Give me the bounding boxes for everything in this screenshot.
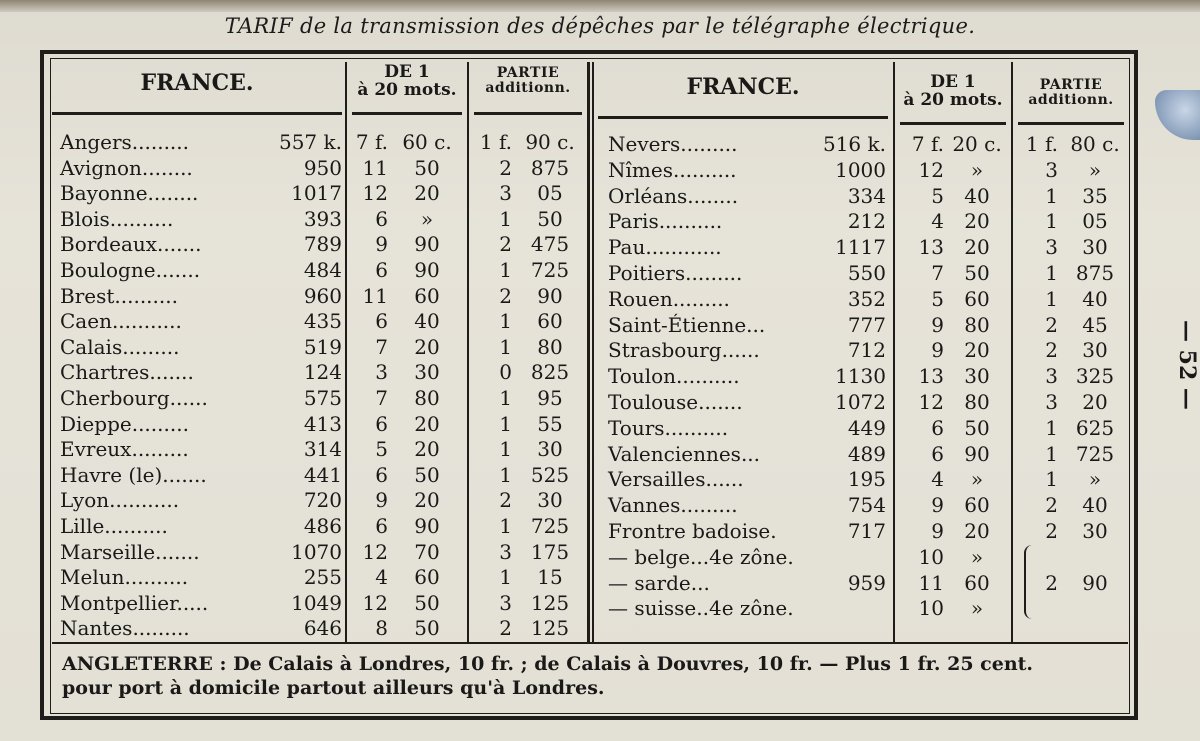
extra-centimes-cell: 05 — [1082, 209, 1108, 234]
francs-cell: 6 — [375, 309, 388, 334]
col-header-de1-left — [350, 64, 464, 100]
francs-cell: 12 — [362, 181, 388, 206]
centimes-cell: 40 — [964, 183, 990, 208]
extra-centimes-cell: 30 — [1082, 235, 1108, 260]
city-cell: Caen........... — [60, 309, 182, 334]
table-row — [0, 467, 1200, 493]
francs-cell: 5 — [375, 437, 388, 462]
table-row — [0, 155, 1200, 184]
centimes-cell: 90 — [964, 441, 990, 466]
city-cell: — sarde... — [608, 570, 710, 595]
extra-francs-cell: 2 — [499, 616, 512, 641]
centimes-cell: » — [420, 206, 434, 231]
francs-cell: 12 — [362, 539, 388, 564]
extra-francs-cell: 1 — [499, 411, 512, 436]
centimes-cell: 70 — [414, 539, 440, 564]
distance-cell: 314 — [303, 437, 342, 462]
extra-centimes-cell: 95 — [537, 386, 563, 410]
col-header-line: à 20 mots. — [357, 79, 457, 100]
city-cell: Poitiers......... — [608, 261, 743, 285]
distance-cell: 489 — [847, 441, 886, 466]
francs-cell: 4 — [931, 209, 944, 234]
distance-cell: 486 — [303, 514, 342, 538]
city-cell: Rouen......... — [608, 286, 730, 311]
francs-cell: 7 — [931, 261, 944, 285]
centimes-cell: 60 — [414, 565, 440, 590]
centimes-cell: 50 — [414, 155, 440, 180]
city-cell: Boulogne....... — [60, 258, 201, 282]
extra-francs-cell: 2 — [499, 155, 512, 180]
extra-francs-cell: 1 — [499, 386, 512, 410]
extra-francs-cell: 3 — [499, 539, 512, 564]
extra-centimes-cell: 175 — [530, 539, 570, 564]
extra-francs-cell: 2 — [499, 283, 512, 308]
francs-cell: 9 — [931, 519, 944, 543]
extra-centimes-cell: 50 — [537, 206, 563, 231]
francs-cell: 6 — [375, 411, 388, 436]
header-rule — [900, 122, 1006, 125]
centimes-cell: 60 — [414, 283, 440, 308]
francs-cell: 6 — [375, 462, 388, 487]
francs-cell: 9 — [931, 338, 944, 363]
francs-cell: 8 — [375, 616, 388, 641]
extra-centimes-cell: 90 c. — [525, 130, 575, 154]
extra-francs-cell: 1 — [1045, 209, 1058, 234]
city-cell: Toulouse....... — [608, 390, 743, 414]
centimes-cell: 20 — [414, 488, 440, 513]
table-row — [0, 493, 1200, 519]
centimes-cell: 80 — [964, 312, 990, 337]
distance-cell: 334 — [847, 183, 886, 208]
distance-cell: 435 — [303, 309, 342, 334]
city-cell: Marseille....... — [60, 539, 200, 564]
francs-cell: 12 — [362, 590, 388, 615]
francs-cell: 4 — [931, 467, 944, 492]
city-cell: Havre (le)....... — [60, 462, 207, 487]
extra-centimes-cell: 125 — [530, 616, 570, 641]
distance-cell: 441 — [303, 462, 342, 487]
extra-centimes-cell: » — [1088, 157, 1102, 182]
city-cell: Toulon.......... — [608, 364, 740, 389]
extra-francs-cell: 3 — [499, 181, 512, 206]
extra-francs-cell: 1 — [499, 514, 512, 538]
distance-cell: 352 — [847, 286, 886, 311]
centimes-cell: 20 — [414, 181, 440, 206]
centimes-cell: 60 c. — [402, 130, 452, 154]
extra-centimes-cell: 825 — [530, 360, 570, 385]
francs-cell: 11 — [362, 155, 388, 180]
distance-cell: 789 — [303, 232, 342, 257]
centimes-cell: 20 — [964, 209, 990, 234]
city-cell: Calais......... — [60, 334, 180, 359]
city-cell: Melun.......... — [60, 565, 189, 590]
col-header-partie-left — [472, 66, 584, 95]
col-header-line: PARTIE — [496, 65, 560, 81]
francs-cell: 10 — [918, 544, 944, 569]
francs-cell: 10 — [918, 596, 944, 621]
extra-francs-cell: 1 — [499, 258, 512, 282]
distance-cell: 1117 — [835, 235, 886, 260]
city-cell: Bordeaux....... — [60, 232, 202, 257]
page-number: — 52 — — [1174, 320, 1200, 410]
col-header-france-left: FRANCE. — [140, 70, 254, 96]
table-row — [0, 390, 1200, 416]
extra-centimes-cell: 30 — [537, 488, 563, 513]
extra-francs-cell: 1 — [499, 309, 512, 334]
city-cell: Frontre badoise. — [608, 519, 777, 543]
centimes-cell: 30 — [964, 364, 990, 389]
header-rule — [1018, 122, 1124, 125]
city-cell: Blois.......... — [60, 206, 174, 231]
footer-line: pour port à domicile partout ailleurs qu'à Londres. — [62, 677, 605, 699]
distance-cell: 720 — [303, 488, 342, 513]
distance-cell: 1130 — [835, 364, 886, 389]
city-cell: Orléans........ — [608, 183, 739, 208]
col-header-de1-right — [896, 74, 1010, 110]
extra-centimes-cell: 325 — [1075, 364, 1115, 389]
francs-cell: 7 f. — [355, 130, 388, 154]
col-header-france-right: FRANCE. — [686, 74, 800, 100]
table-row — [0, 132, 1200, 158]
centimes-cell: 20 c. — [952, 132, 1002, 156]
distance-cell: 557 k. — [278, 130, 342, 154]
centimes-cell: 20 — [414, 334, 440, 359]
table-row — [0, 235, 1200, 261]
city-cell: Lyon........... — [60, 488, 180, 513]
francs-cell: 7 — [375, 386, 388, 410]
city-cell: — suisse..4e zône. — [608, 596, 794, 621]
city-cell: — belge...4e zône. — [608, 544, 794, 569]
francs-cell: 9 — [375, 232, 388, 257]
page-edge — [0, 0, 1200, 12]
city-cell: Dieppe......... — [60, 411, 189, 436]
col-header-line: PARTIE — [1039, 77, 1103, 93]
centimes-cell: 50 — [964, 415, 990, 440]
centimes-cell: » — [970, 467, 984, 492]
distance-cell: 960 — [303, 283, 342, 308]
francs-cell: 12 — [918, 157, 944, 182]
distance-cell: 449 — [847, 415, 886, 440]
extra-centimes-cell: 45 — [1082, 312, 1108, 337]
extra-francs-cell: 1 — [1045, 467, 1058, 492]
distance-cell: 575 — [303, 386, 342, 410]
centimes-cell: 20 — [414, 411, 440, 436]
extra-francs-cell: 1 — [499, 334, 512, 359]
centimes-cell: 60 — [964, 493, 990, 518]
distance-cell: 1017 — [291, 181, 342, 206]
city-cell: Avignon........ — [60, 155, 193, 180]
city-cell: Saint-Étienne... — [608, 312, 766, 337]
francs-cell: 13 — [918, 364, 944, 389]
table-row — [0, 184, 1200, 210]
city-cell: Tours.......... — [608, 415, 729, 440]
table-row — [0, 596, 1200, 622]
header-rule — [474, 112, 582, 115]
col-header-line: DE 1 — [930, 72, 976, 92]
extra-centimes-cell: 20 — [1082, 390, 1108, 414]
col-header-line: additionn. — [1028, 91, 1114, 108]
extra-centimes-cell: 725 — [530, 514, 570, 538]
page-title: TARIF de la transmission des dépêches par le télégraphe électrique. — [224, 14, 976, 38]
extra-centimes-cell: 55 — [537, 411, 563, 436]
extra-francs-cell: 1 f. — [479, 130, 512, 154]
francs-cell: 9 — [931, 312, 944, 337]
city-cell: Valenciennes... — [608, 441, 761, 466]
extra-centimes-cell: 90 — [1082, 570, 1108, 595]
extra-francs-cell: 1 — [499, 565, 512, 590]
francs-cell: 6 — [375, 514, 388, 538]
table-row — [0, 206, 1200, 235]
col-header-line: additionn. — [485, 79, 571, 96]
city-cell: Brest.......... — [60, 283, 178, 308]
extra-francs-cell: 1 — [1045, 415, 1058, 440]
header-rule — [352, 112, 462, 115]
extra-centimes-cell: 80 — [537, 334, 563, 359]
francs-cell: 5 — [931, 286, 944, 311]
centimes-cell: 40 — [414, 309, 440, 334]
table-row — [0, 364, 1200, 390]
distance-cell: 124 — [303, 360, 342, 385]
extra-centimes-cell: 525 — [530, 462, 570, 487]
centimes-cell: 80 — [414, 386, 440, 410]
extra-francs-cell: 2 — [1045, 519, 1058, 543]
centimes-cell: 50 — [414, 462, 440, 487]
city-cell: Lille.......... — [60, 514, 168, 538]
centimes-cell: » — [970, 544, 984, 569]
extra-francs-cell: 2 — [499, 232, 512, 257]
city-cell: Nantes......... — [60, 616, 190, 641]
header-rule — [598, 116, 888, 119]
table-row — [0, 519, 1200, 545]
city-cell: Strasbourg...... — [608, 338, 760, 363]
centimes-cell: 80 — [964, 390, 990, 414]
extra-centimes-cell: 80 c. — [1070, 132, 1120, 156]
centimes-cell: 20 — [414, 437, 440, 462]
footer-note — [62, 652, 1142, 700]
francs-cell: 11 — [918, 570, 944, 595]
francs-cell: 6 — [375, 258, 388, 282]
francs-cell: 6 — [931, 415, 944, 440]
extra-francs-cell: 0 — [499, 360, 512, 385]
distance-cell: 1049 — [291, 590, 342, 615]
city-cell: Vannes......... — [608, 493, 738, 518]
centimes-cell: 50 — [964, 261, 990, 285]
francs-cell: 12 — [918, 390, 944, 414]
distance-cell: 777 — [847, 312, 886, 337]
centimes-cell: 90 — [414, 232, 440, 257]
distance-cell: 195 — [847, 467, 886, 492]
city-cell: Versailles...... — [608, 467, 744, 492]
extra-centimes-cell: » — [1088, 467, 1102, 492]
extra-centimes-cell: 35 — [1082, 183, 1108, 208]
extra-centimes-cell: 125 — [530, 590, 570, 615]
extra-francs-cell: 2 — [1045, 570, 1058, 595]
distance-cell: 255 — [303, 565, 342, 590]
extra-francs-cell: 3 — [499, 590, 512, 615]
extra-francs-cell: 2 — [1045, 312, 1058, 337]
distance-cell: 959 — [847, 570, 886, 595]
francs-cell: 6 — [931, 441, 944, 466]
table-row — [0, 545, 1200, 571]
centimes-cell: » — [970, 157, 984, 182]
centimes-cell: 50 — [414, 616, 440, 641]
city-cell: Pau............ — [608, 235, 722, 260]
centimes-cell: 20 — [964, 338, 990, 363]
francs-cell: 3 — [375, 360, 388, 385]
extra-francs-cell: 3 — [1045, 235, 1058, 260]
extra-centimes-cell: 875 — [530, 155, 570, 180]
francs-cell: 11 — [362, 283, 388, 308]
distance-cell: 646 — [303, 616, 342, 641]
extra-centimes-cell: 40 — [1082, 493, 1108, 518]
col-header-line: DE 1 — [384, 62, 430, 82]
extra-francs-cell: 2 — [499, 488, 512, 513]
city-cell: Angers......... — [60, 130, 190, 154]
centimes-cell: 60 — [964, 570, 990, 595]
centimes-cell: 90 — [414, 258, 440, 282]
extra-centimes-cell: 30 — [1082, 519, 1108, 543]
centimes-cell: 30 — [414, 360, 440, 385]
francs-cell: 7 f. — [911, 132, 944, 156]
extra-centimes-cell: 30 — [1082, 338, 1108, 363]
table-row — [0, 313, 1200, 339]
francs-cell: 7 — [375, 334, 388, 359]
distance-cell: 717 — [847, 519, 886, 543]
distance-cell: 754 — [847, 493, 886, 518]
extra-francs-cell: 1 — [1045, 261, 1058, 285]
francs-cell: 9 — [375, 488, 388, 513]
extra-francs-cell: 1 — [1045, 441, 1058, 466]
distance-cell: 484 — [303, 258, 342, 282]
distance-cell: 1000 — [835, 157, 886, 182]
table-row — [0, 261, 1200, 287]
extra-centimes-cell: 30 — [537, 437, 563, 462]
distance-cell: 712 — [847, 338, 886, 363]
centimes-cell: » — [970, 596, 984, 621]
extra-francs-cell: 1 — [1045, 183, 1058, 208]
extra-centimes-cell: 725 — [530, 258, 570, 282]
city-cell: Nîmes.......... — [608, 157, 737, 182]
city-cell: Montpellier..... — [60, 590, 209, 615]
extra-francs-cell: 2 — [1045, 493, 1058, 518]
extra-centimes-cell: 725 — [1075, 441, 1115, 466]
extra-centimes-cell: 60 — [537, 309, 563, 334]
city-cell: Cherbourg...... — [60, 386, 208, 410]
extra-francs-cell: 3 — [1045, 157, 1058, 182]
extra-francs-cell: 2 — [1045, 338, 1058, 363]
distance-cell: 516 k. — [822, 132, 886, 156]
extra-francs-cell: 1 — [499, 462, 512, 487]
distance-cell: 950 — [303, 155, 342, 180]
city-cell: Bayonne........ — [60, 181, 199, 206]
extra-centimes-cell: 40 — [1082, 286, 1108, 311]
distance-cell: 519 — [303, 334, 342, 359]
distance-cell: 212 — [847, 209, 886, 234]
distance-cell: 413 — [303, 411, 342, 436]
centimes-cell: 20 — [964, 235, 990, 260]
francs-cell: 9 — [931, 493, 944, 518]
city-cell: Paris.......... — [608, 209, 723, 234]
centimes-cell: 90 — [414, 514, 440, 538]
table-row — [0, 442, 1200, 468]
extra-francs-cell: 1 f. — [1025, 132, 1058, 156]
extra-centimes-cell: 475 — [530, 232, 570, 257]
centimes-cell: 20 — [964, 519, 990, 543]
extra-centimes-cell: 15 — [537, 565, 563, 590]
city-cell: Evreux......... — [60, 437, 189, 462]
distance-cell: 550 — [847, 261, 886, 285]
table-row — [0, 287, 1200, 313]
footer-line: ANGLETERRE : De Calais à Londres, 10 fr. ; de Calais à Douvres, 10 fr. — Plus 1 fr. 25 cent. — [62, 653, 1034, 675]
extra-centimes-cell: 05 — [537, 181, 563, 206]
extra-centimes-cell: 875 — [1075, 261, 1115, 285]
col-header-partie-right — [1015, 78, 1127, 107]
distance-cell: 1072 — [835, 390, 886, 414]
francs-cell: 5 — [931, 183, 944, 208]
distance-cell: 1070 — [291, 539, 342, 564]
extra-centimes-cell: 625 — [1075, 415, 1115, 440]
francs-cell: 13 — [918, 235, 944, 260]
extra-francs-cell: 1 — [1045, 286, 1058, 311]
col-header-line: à 20 mots. — [903, 89, 1003, 110]
table-row — [0, 338, 1200, 364]
centimes-cell: 50 — [414, 590, 440, 615]
extra-francs-cell: 3 — [1045, 364, 1058, 389]
extra-francs-cell: 1 — [499, 206, 512, 231]
table-row — [0, 571, 1200, 597]
distance-cell: 393 — [303, 206, 342, 231]
city-cell: Nevers......... — [608, 132, 738, 156]
table-row — [0, 416, 1200, 442]
extra-centimes-cell: 90 — [537, 283, 563, 308]
francs-cell: 6 — [375, 206, 388, 231]
extra-francs-cell: 1 — [499, 437, 512, 462]
francs-cell: 4 — [375, 565, 388, 590]
extra-francs-cell: 3 — [1045, 390, 1058, 414]
centimes-cell: 60 — [964, 286, 990, 311]
header-rule — [52, 112, 342, 115]
brace-mark — [1024, 545, 1038, 619]
city-cell: Chartres....... — [60, 360, 194, 385]
